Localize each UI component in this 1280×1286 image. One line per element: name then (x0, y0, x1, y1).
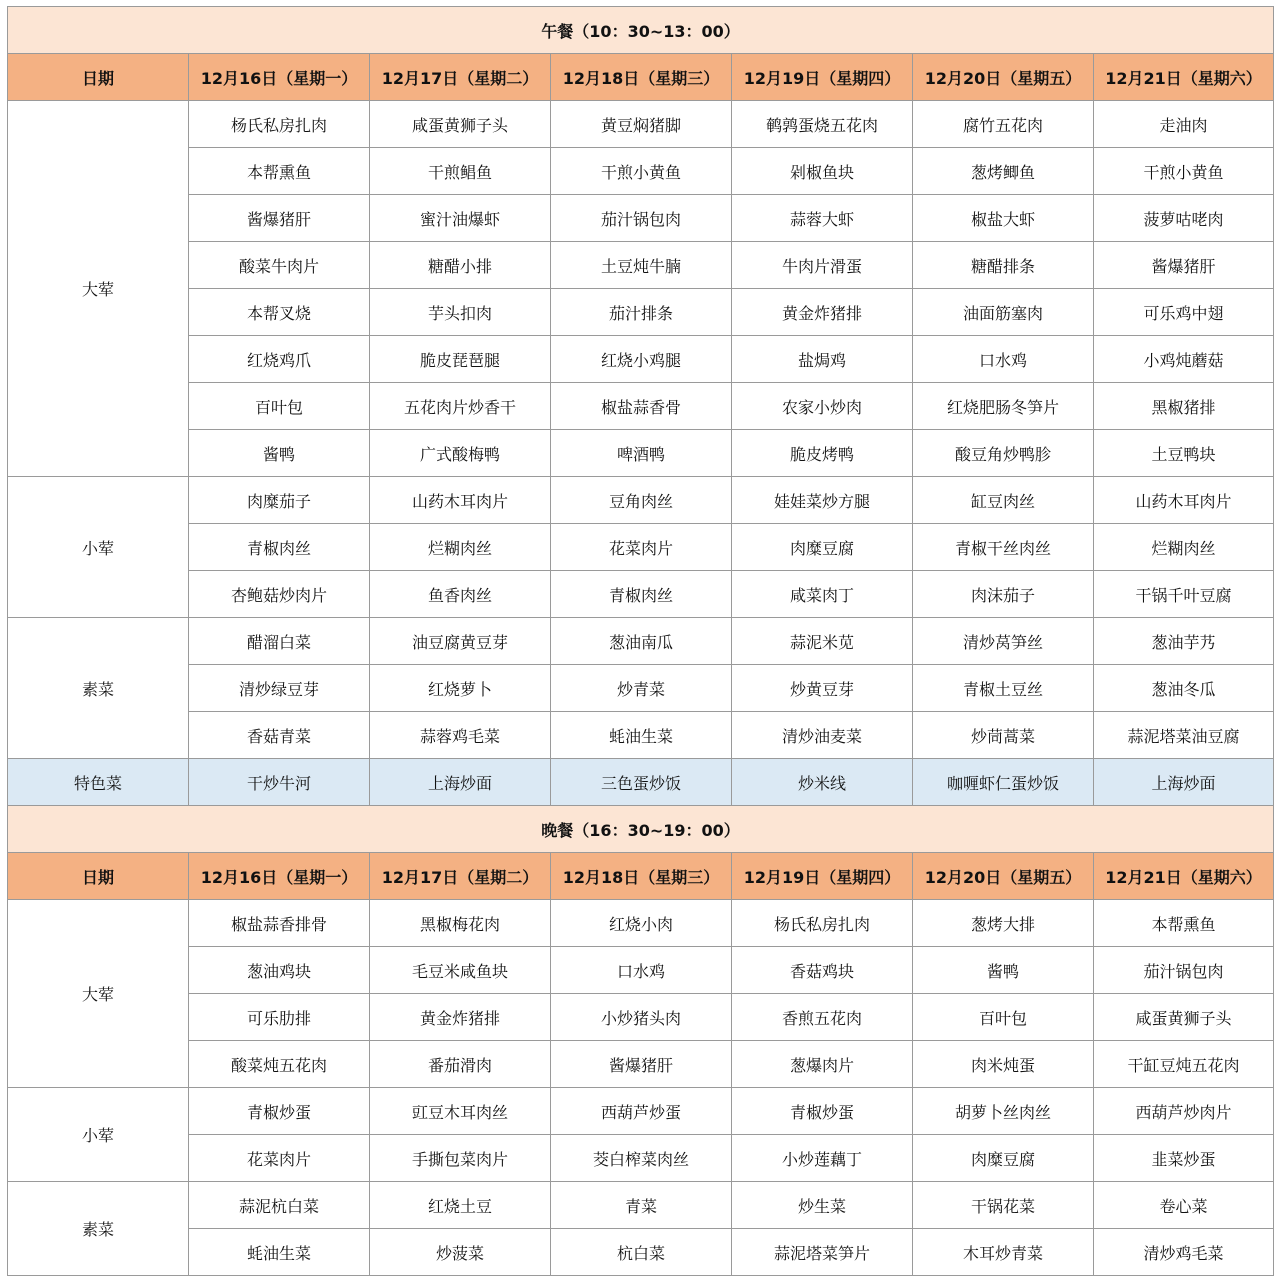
dish-cell: 蒜蓉鸡毛菜 (370, 712, 551, 759)
table-row (8, 524, 1274, 571)
day-header-cell: 12月16日（星期一） (189, 853, 370, 900)
dish-cell: 青椒炒蛋 (189, 1088, 370, 1135)
dish-cell: 红烧小鸡腿 (551, 336, 732, 383)
dish-cell: 杏鲍菇炒肉片 (189, 571, 370, 618)
dish-cell: 豇豆木耳肉丝 (370, 1088, 551, 1135)
dish-cell: 走油肉 (1094, 101, 1274, 148)
dish-cell: 胡萝卜丝肉丝 (913, 1088, 1094, 1135)
dish-cell: 小炒猪头肉 (551, 994, 732, 1041)
dish-cell: 青椒肉丝 (551, 571, 732, 618)
dish-cell: 椒盐蒜香排骨 (189, 900, 370, 947)
dish-cell: 杨氏私房扎肉 (189, 101, 370, 148)
day-header-cell: 12月20日（星期五） (913, 54, 1094, 101)
dish-cell: 炒黄豆芽 (732, 665, 913, 712)
dish-cell: 手撕包菜肉片 (370, 1135, 551, 1182)
dinner-header-row (8, 853, 1274, 900)
dish-cell: 青椒土豆丝 (913, 665, 1094, 712)
dish-cell: 小炒莲藕丁 (732, 1135, 913, 1182)
dish-cell: 本帮熏鱼 (1094, 900, 1274, 947)
lunch-header-row (8, 54, 1274, 101)
table-row (8, 571, 1274, 618)
dish-cell: 菠萝咕咾肉 (1094, 195, 1274, 242)
dinner-section-title: 晚餐（16：30~19：00） (8, 806, 1274, 853)
dish-cell: 红烧土豆 (370, 1182, 551, 1229)
dish-cell: 红烧肥肠冬笋片 (913, 383, 1094, 430)
table-row (8, 383, 1274, 430)
dish-cell: 可乐鸡中翅 (1094, 289, 1274, 336)
day-header-cell: 12月18日（星期三） (551, 853, 732, 900)
category-label: 大荤 (8, 900, 189, 1088)
day-header-cell: 12月19日（星期四） (732, 54, 913, 101)
dish-cell: 口水鸡 (551, 947, 732, 994)
dish-cell: 炒米线 (732, 759, 913, 806)
table-row (8, 195, 1274, 242)
dish-cell: 烂糊肉丝 (370, 524, 551, 571)
dish-cell: 五花肉片炒香干 (370, 383, 551, 430)
dish-cell: 葱烤鲫鱼 (913, 148, 1094, 195)
date-header-cell: 日期 (8, 54, 189, 101)
dish-cell: 葱烤大排 (913, 900, 1094, 947)
lunch-title-row (8, 7, 1274, 54)
dish-cell: 干煎鲳鱼 (370, 148, 551, 195)
table-row (8, 1182, 1274, 1229)
dish-cell: 酸豆角炒鸭胗 (913, 430, 1094, 477)
dish-cell: 蒜泥米苋 (732, 618, 913, 665)
table-row (8, 1088, 1274, 1135)
dish-cell: 干锅花菜 (913, 1182, 1094, 1229)
dish-cell: 酱爆猪肝 (1094, 242, 1274, 289)
dish-cell: 椒盐蒜香骨 (551, 383, 732, 430)
dish-cell: 脆皮琵琶腿 (370, 336, 551, 383)
table-row (8, 618, 1274, 665)
dish-cell: 鱼香肉丝 (370, 571, 551, 618)
dish-cell: 蚝油生菜 (551, 712, 732, 759)
table-row (8, 1229, 1274, 1276)
table-row (8, 1041, 1274, 1088)
table-row (8, 336, 1274, 383)
category-label: 小荤 (8, 1088, 189, 1182)
day-header-cell: 12月16日（星期一） (189, 54, 370, 101)
day-header-cell: 12月18日（星期三） (551, 54, 732, 101)
dish-cell: 肉糜豆腐 (732, 524, 913, 571)
dish-cell: 牛肉片滑蛋 (732, 242, 913, 289)
dish-cell: 酸菜牛肉片 (189, 242, 370, 289)
dish-cell: 炒茼蒿菜 (913, 712, 1094, 759)
dish-cell: 葱油芋艿 (1094, 618, 1274, 665)
dish-cell: 上海炒面 (370, 759, 551, 806)
dish-cell: 百叶包 (913, 994, 1094, 1041)
dish-cell: 西葫芦炒肉片 (1094, 1088, 1274, 1135)
dish-cell: 椒盐大虾 (913, 195, 1094, 242)
dish-cell: 油面筋塞肉 (913, 289, 1094, 336)
dish-cell: 上海炒面 (1094, 759, 1274, 806)
dish-cell: 咸蛋黄狮子头 (370, 101, 551, 148)
table-row (8, 665, 1274, 712)
dish-cell: 红烧萝卜 (370, 665, 551, 712)
dish-cell: 清炒油麦菜 (732, 712, 913, 759)
dish-cell: 本帮叉烧 (189, 289, 370, 336)
dish-cell: 酱爆猪肝 (189, 195, 370, 242)
dish-cell: 烂糊肉丝 (1094, 524, 1274, 571)
dish-cell: 韭菜炒蛋 (1094, 1135, 1274, 1182)
dish-cell: 黑椒梅花肉 (370, 900, 551, 947)
lunch-section-title: 午餐（10：30~13：00） (8, 7, 1274, 54)
dish-cell: 葱油南瓜 (551, 618, 732, 665)
dish-cell: 缸豆肉丝 (913, 477, 1094, 524)
dish-cell: 木耳炒青菜 (913, 1229, 1094, 1276)
dish-cell: 香菇青菜 (189, 712, 370, 759)
category-label: 小荤 (8, 477, 189, 618)
day-header-cell: 12月19日（星期四） (732, 853, 913, 900)
lunch-special-row (8, 759, 1274, 806)
dish-cell: 糖醋排条 (913, 242, 1094, 289)
dish-cell: 花菜肉片 (551, 524, 732, 571)
dish-cell: 炒生菜 (732, 1182, 913, 1229)
dish-cell: 可乐肋排 (189, 994, 370, 1041)
dish-cell: 西葫芦炒蛋 (551, 1088, 732, 1135)
dish-cell: 酱爆猪肝 (551, 1041, 732, 1088)
dish-cell: 脆皮烤鸭 (732, 430, 913, 477)
dish-cell: 茭白榨菜肉丝 (551, 1135, 732, 1182)
dish-cell: 娃娃菜炒方腿 (732, 477, 913, 524)
dish-cell: 本帮熏鱼 (189, 148, 370, 195)
date-header-cell: 日期 (8, 853, 189, 900)
dish-cell: 酸菜炖五花肉 (189, 1041, 370, 1088)
dish-cell: 青椒干丝肉丝 (913, 524, 1094, 571)
menu-sheet (7, 6, 1273, 1276)
dish-cell: 葱爆肉片 (732, 1041, 913, 1088)
dish-cell: 酱鸭 (913, 947, 1094, 994)
dish-cell: 蒜蓉大虾 (732, 195, 913, 242)
dish-cell: 葱油鸡块 (189, 947, 370, 994)
table-row (8, 148, 1274, 195)
day-header-cell: 12月21日（星期六） (1094, 54, 1274, 101)
dish-cell: 广式酸梅鸭 (370, 430, 551, 477)
dish-cell: 花菜肉片 (189, 1135, 370, 1182)
dish-cell: 红烧小肉 (551, 900, 732, 947)
dish-cell: 香菇鸡块 (732, 947, 913, 994)
day-header-cell: 12月17日（星期二） (370, 54, 551, 101)
dish-cell: 干煎小黄鱼 (551, 148, 732, 195)
dish-cell: 土豆鸭块 (1094, 430, 1274, 477)
dish-cell: 黄金炸猪排 (370, 994, 551, 1041)
dish-cell: 青椒肉丝 (189, 524, 370, 571)
dish-cell: 青菜 (551, 1182, 732, 1229)
dish-cell: 肉米炖蛋 (913, 1041, 1094, 1088)
dish-cell: 红烧鸡爪 (189, 336, 370, 383)
dish-cell: 三色蛋炒饭 (551, 759, 732, 806)
dish-cell: 糖醋小排 (370, 242, 551, 289)
dish-cell: 番茄滑肉 (370, 1041, 551, 1088)
dish-cell: 蜜汁油爆虾 (370, 195, 551, 242)
dish-cell: 盐焗鸡 (732, 336, 913, 383)
dish-cell: 清炒绿豆芽 (189, 665, 370, 712)
table-row (8, 289, 1274, 336)
table-row (8, 712, 1274, 759)
weekly-menu-table (7, 6, 1274, 1276)
dish-cell: 口水鸡 (913, 336, 1094, 383)
dish-cell: 青椒炒蛋 (732, 1088, 913, 1135)
dish-cell: 农家小炒肉 (732, 383, 913, 430)
table-row (8, 101, 1274, 148)
dinner-title-row (8, 806, 1274, 853)
dish-cell: 炒菠菜 (370, 1229, 551, 1276)
dish-cell: 干炒牛河 (189, 759, 370, 806)
dish-cell: 黄金炸猪排 (732, 289, 913, 336)
dish-cell: 蒜泥塔菜笋片 (732, 1229, 913, 1276)
dish-cell: 毛豆米咸鱼块 (370, 947, 551, 994)
category-label: 特色菜 (8, 759, 189, 806)
dish-cell: 肉沫茄子 (913, 571, 1094, 618)
dish-cell: 酱鸭 (189, 430, 370, 477)
dish-cell: 清炒莴笋丝 (913, 618, 1094, 665)
dish-cell: 黄豆焖猪脚 (551, 101, 732, 148)
dish-cell: 茄汁锅包肉 (1094, 947, 1274, 994)
dish-cell: 香煎五花肉 (732, 994, 913, 1041)
dish-cell: 蒜泥杭白菜 (189, 1182, 370, 1229)
dish-cell: 咸蛋黄狮子头 (1094, 994, 1274, 1041)
dish-cell: 啤酒鸭 (551, 430, 732, 477)
table-row (8, 947, 1274, 994)
table-row (8, 900, 1274, 947)
dish-cell: 肉糜茄子 (189, 477, 370, 524)
dish-cell: 干煎小黄鱼 (1094, 148, 1274, 195)
day-header-cell: 12月17日（星期二） (370, 853, 551, 900)
dish-cell: 葱油冬瓜 (1094, 665, 1274, 712)
dish-cell: 醋溜白菜 (189, 618, 370, 665)
table-row (8, 477, 1274, 524)
dish-cell: 芋头扣肉 (370, 289, 551, 336)
dish-cell: 干锅千叶豆腐 (1094, 571, 1274, 618)
category-label: 素菜 (8, 1182, 189, 1276)
dish-cell: 杨氏私房扎肉 (732, 900, 913, 947)
dish-cell: 茄汁锅包肉 (551, 195, 732, 242)
dish-cell: 小鸡炖蘑菇 (1094, 336, 1274, 383)
dish-cell: 腐竹五花肉 (913, 101, 1094, 148)
category-label: 素菜 (8, 618, 189, 759)
dish-cell: 油豆腐黄豆芽 (370, 618, 551, 665)
dish-cell: 豆角肉丝 (551, 477, 732, 524)
dish-cell: 肉糜豆腐 (913, 1135, 1094, 1182)
dish-cell: 茄汁排条 (551, 289, 732, 336)
table-row (8, 1135, 1274, 1182)
dish-cell: 蒜泥塔菜油豆腐 (1094, 712, 1274, 759)
dish-cell: 咖喱虾仁蛋炒饭 (913, 759, 1094, 806)
category-label: 大荤 (8, 101, 189, 477)
dish-cell: 黑椒猪排 (1094, 383, 1274, 430)
dish-cell: 咸菜肉丁 (732, 571, 913, 618)
dish-cell: 土豆炖牛腩 (551, 242, 732, 289)
dish-cell: 山药木耳肉片 (370, 477, 551, 524)
table-row (8, 242, 1274, 289)
dish-cell: 清炒鸡毛菜 (1094, 1229, 1274, 1276)
dish-cell: 干缸豆炖五花肉 (1094, 1041, 1274, 1088)
day-header-cell: 12月21日（星期六） (1094, 853, 1274, 900)
dish-cell: 炒青菜 (551, 665, 732, 712)
dish-cell: 卷心菜 (1094, 1182, 1274, 1229)
table-row (8, 430, 1274, 477)
table-row (8, 994, 1274, 1041)
dish-cell: 杭白菜 (551, 1229, 732, 1276)
day-header-cell: 12月20日（星期五） (913, 853, 1094, 900)
dish-cell: 百叶包 (189, 383, 370, 430)
dish-cell: 山药木耳肉片 (1094, 477, 1274, 524)
dish-cell: 蚝油生菜 (189, 1229, 370, 1276)
dish-cell: 鹌鹑蛋烧五花肉 (732, 101, 913, 148)
dish-cell: 剁椒鱼块 (732, 148, 913, 195)
